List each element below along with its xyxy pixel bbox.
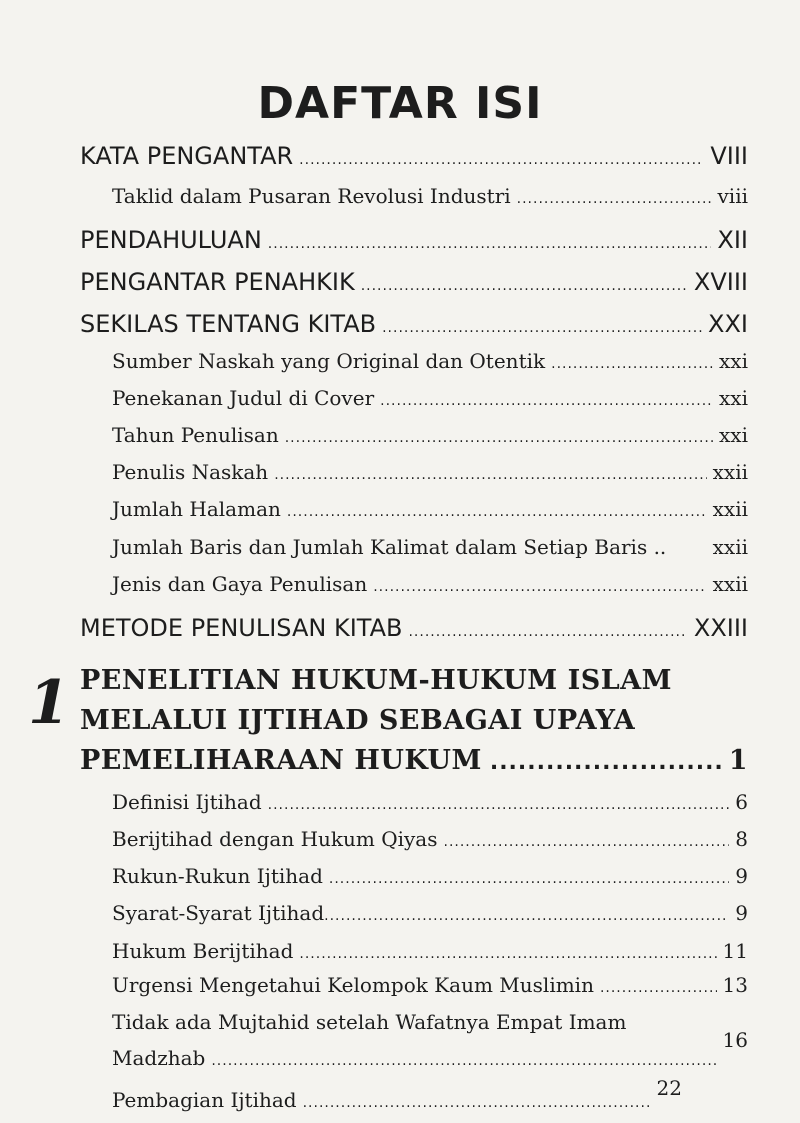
chapter-title-line-2: MELALUI IJTIHAD SEBAGAI UPAYA: [80, 705, 636, 736]
page-number: 16: [722, 1028, 748, 1052]
toc-entry-kata-pengantar: KATA PENGANTAR ..... VIII: [80, 142, 748, 170]
toc-entry-pendahuluan: PENDAHULUAN ..... XII: [80, 226, 748, 254]
page-number: xxii: [712, 497, 748, 521]
toc-subentry-rukun: Rukun-Rukun Ijtihad ..... 9: [112, 864, 748, 888]
toc-subentry-taklid: Taklid dalam Pusaran Revolusi Industri ..... viii: [112, 184, 748, 208]
toc-subentry-pembagian: Pembagian Ijtihad ..... 22: [112, 1088, 682, 1112]
dot-leader: [600, 980, 717, 996]
page-number: 22: [656, 1076, 682, 1100]
dot-leader: [380, 393, 713, 409]
toc-entry-metode: METODE PENULISAN KITAB ..... XXIII: [80, 614, 748, 642]
dot-leader: [287, 504, 707, 520]
toc-subentry-sumber-naskah: Sumber Naskah yang Original dan Otentik ..... xxi: [112, 349, 748, 373]
toc-subentry-syarat: Syarat-Syarat Ijtihad ..... 9: [112, 901, 748, 925]
page-number: 9: [735, 901, 748, 925]
dot-leader: [382, 320, 702, 336]
toc-subentry-penulis-naskah: Penulis Naskah ..... xxii: [112, 460, 748, 484]
toc-subentry-hukum: Hukum Berijtihad ..... 11: [112, 939, 748, 963]
page-title: DAFTAR ISI: [257, 78, 543, 129]
page-number: xxii: [712, 460, 748, 484]
dot-leader: [285, 430, 713, 446]
page-number: XVIII: [693, 268, 748, 296]
page-number: 1: [728, 745, 748, 776]
page-number: viii: [717, 184, 748, 208]
chapter-title-line-1: PENELITIAN HUKUM-HUKUM ISLAM: [80, 665, 673, 696]
dot-leader: [274, 467, 706, 483]
page-number: xxi: [719, 386, 748, 410]
dot-leader: [303, 1095, 651, 1111]
toc-subentry-penekanan-judul: Penekanan Judul di Cover ..... xxi: [112, 386, 748, 410]
dot-leader: [361, 278, 688, 294]
dot-leader: [211, 1053, 716, 1069]
toc-entry-sekilas: SEKILAS TENTANG KITAB ..... XXI: [80, 310, 748, 338]
toc-entry-pengantar-penahkik: PENGANTAR PENAHKIK ..... XVIII: [80, 268, 748, 296]
page-number: xxii: [712, 535, 748, 559]
page-number: XXIII: [693, 614, 748, 642]
dot-leader: [517, 191, 712, 207]
chapter-title-line-3: PEMELIHARAAN HUKUM ..... 1: [80, 745, 748, 776]
toc-subentry-jumlah-halaman: Jumlah Halaman ..... xxii: [112, 497, 748, 521]
chapter-number: 1: [28, 668, 70, 738]
dot-leader: [299, 152, 704, 168]
page-number: xxi: [719, 349, 748, 373]
dot-leader: [268, 797, 730, 813]
page-number: 6: [735, 790, 748, 814]
toc-subentry-qiyas: Berijtihad dengan Hukum Qiyas ..... 8: [112, 827, 748, 851]
page-number: 13: [722, 973, 748, 997]
toc-subentry-definisi: Definisi Ijtihad ..... 6: [112, 790, 748, 814]
dot-leader: [490, 750, 723, 775]
toc-subentry-mujtahid-line-2: Madzhab ..... 16: [112, 1046, 748, 1070]
page-number: 9: [735, 864, 748, 888]
page-number: XXI: [708, 310, 748, 338]
toc-subentry-tahun-penulisan: Tahun Penulisan ..... xxi: [112, 423, 748, 447]
toc-subentry-jumlah-baris: Jumlah Baris dan Jumlah Kalimat dalam Setiap Baris .. xxii: [112, 535, 748, 559]
dot-leader: [373, 579, 706, 595]
toc-subentry-urgensi: Urgensi Mengetahui Kelompok Kaum Muslimin ..... 13: [112, 973, 748, 997]
page-number: VIII: [710, 142, 748, 170]
page-number: 8: [735, 827, 748, 851]
dot-leader: [408, 624, 687, 640]
dot-leader: [268, 236, 712, 252]
page-number: xxi: [719, 423, 748, 447]
page-number: xxii: [712, 572, 748, 596]
dot-leader: [329, 871, 729, 887]
dot-leader: [444, 834, 730, 850]
dot-leader: [299, 946, 716, 962]
page-number: XII: [717, 226, 748, 254]
toc-subentry-jenis-gaya: Jenis dan Gaya Penulisan ..... xxii: [112, 572, 748, 596]
dot-leader: [551, 356, 713, 372]
toc-subentry-mujtahid-line-1: Tidak ada Mujtahid setelah Wafatnya Empat Imam: [112, 1010, 627, 1034]
page-number: 11: [722, 939, 748, 963]
dot-leader: [324, 908, 729, 924]
